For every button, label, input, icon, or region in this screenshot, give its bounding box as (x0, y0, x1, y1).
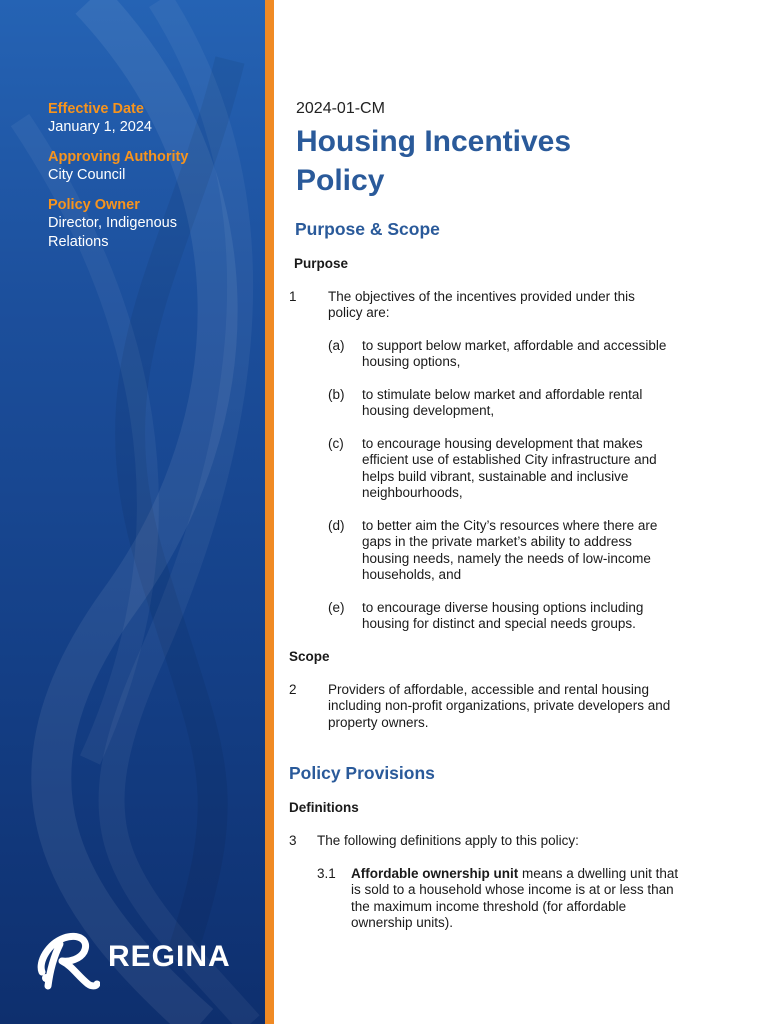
item-2-text: Providers of affordable, accessible and rental housing including non-profit organizations, private developers and property owners. (328, 682, 671, 730)
policy-owner-value (48, 214, 248, 252)
objective-d-text: to better aim the City’s resources where there are gaps in the private market’s ability to address housing needs, namely the needs of low-income households, and (362, 518, 658, 583)
item-3-text: The following definitions apply to this policy: (317, 833, 579, 848)
effective-date-label: Effective Date (48, 101, 144, 117)
objective-d-label: (d) (328, 518, 345, 533)
policy-owner-line1: Director, Indigenous (48, 215, 177, 231)
effective-date-value: January 1, 2024 (48, 119, 152, 135)
objective-c-text: to encourage housing development that makes efficient use of established City infrastructure and helps build vibrant, sustainable and inclusive neighbourhoods, (362, 436, 657, 501)
item-3-number: 3 (289, 833, 297, 848)
item-1-text: The objectives of the incentives provided under this policy are: (328, 289, 635, 321)
logo-text: REGINA (108, 940, 231, 973)
definitions-heading: Definitions (289, 800, 359, 815)
item-3-1-text (351, 866, 686, 932)
objective-b-text: to stimulate below market and affordable rental housing development, (362, 387, 643, 419)
regina-logo (34, 926, 244, 992)
purpose-heading: Purpose (294, 256, 349, 271)
policy-owner-label: Policy Owner (48, 197, 140, 213)
objective-b-label: (b) (328, 387, 345, 402)
objective-a-label: (a) (328, 338, 345, 353)
accent-stripe (265, 0, 274, 1024)
sidebar (0, 0, 265, 1024)
policy-title (296, 122, 716, 200)
policy-owner-line2: Relations (48, 234, 109, 250)
regina-r-mark-icon (34, 926, 100, 992)
policy-number: 2024-01-CM (296, 100, 385, 117)
policy-title-line2: Policy (296, 164, 385, 197)
policy-provisions-heading: Policy Provisions (289, 763, 435, 783)
item-3-1-number: 3.1 (317, 866, 336, 881)
objective-c-label: (c) (328, 436, 344, 451)
objective-e-text: to encourage diverse housing options including housing for distinct and special needs groups. (362, 600, 644, 632)
item-1-number: 1 (289, 289, 297, 304)
objective-e-label: (e) (328, 600, 345, 615)
policy-metadata (48, 100, 248, 263)
objective-a-text: to support below market, affordable and accessible housing options, (362, 338, 667, 370)
policy-title-line1: Housing Incentives (296, 125, 572, 158)
purpose-scope-heading: Purpose & Scope (295, 219, 440, 239)
item-2-number: 2 (289, 682, 297, 697)
approving-authority-value: City Council (48, 167, 126, 183)
item-3-1-term: Affordable ownership unit (351, 866, 519, 881)
item-3-1-definition: means a dwelling unit that is sold to a household whose income is at or less than the maximum income threshold (for affordable ownership units). (351, 866, 679, 931)
approving-authority-label: Approving Authority (48, 149, 189, 165)
scope-heading: Scope (289, 649, 330, 664)
